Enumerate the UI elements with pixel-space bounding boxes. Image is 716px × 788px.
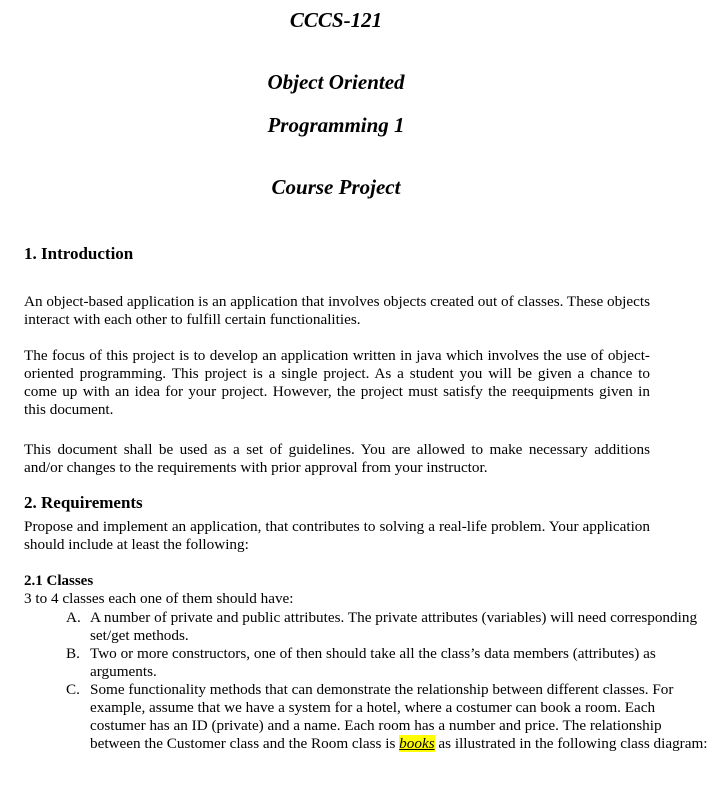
list-marker: B. <box>66 645 80 662</box>
list-item <box>66 681 710 753</box>
list-item <box>66 609 710 645</box>
requirements-heading: 2. Requirements <box>24 493 143 512</box>
list-marker: A. <box>66 609 81 626</box>
list-item-text-before: Some functionality methods that can demonstrate the relationship between different classes. For example, assume that we have a system for a hotel, where a costumer can book a room. Each costumer has an ID (private) and a name. Each room has a number and price. The relationship between the Customer class and the Room class is <box>90 681 674 752</box>
list-marker: C. <box>66 681 80 698</box>
course-name-line1: Object Oriented <box>267 70 405 94</box>
introduction-heading: 1. Introduction <box>24 244 134 263</box>
list-item-text <box>90 681 710 753</box>
list-item <box>66 645 710 681</box>
intro-paragraph-3: This document shall be used as a set of guidelines. You are allowed to make necessary additions and/or changes to the requirements with prior approval from your instructor. <box>24 441 650 476</box>
course-name-line2: Programming 1 <box>267 113 405 137</box>
requirements-paragraph: Propose and implement an application, that contributes to solving a real-life problem. Your application should include at least the following: <box>24 518 650 553</box>
list-item-text: A number of private and public attributes. The private attributes (variables) will need corresponding set/get methods. <box>90 609 698 644</box>
classes-heading: 2.1 Classes <box>24 573 94 589</box>
intro-paragraph-2: The focus of this project is to develop an application written in java which involves the use of object-oriented programming. This project is a single project. As a student you will be given a chance to come up with an idea for your project. However, the project must satisfy the reequipments given in this document. <box>24 347 650 418</box>
intro-paragraph-1: An object-based application is an application that involves objects created out of classes. These objects interact with each other to fulfill certain functionalities. <box>24 293 651 328</box>
list-item-text: Two or more constructors, one of then should take all the class’s data members (attributes) as arguments. <box>90 645 656 680</box>
document-title: Course Project <box>271 175 401 199</box>
classes-intro: 3 to 4 classes each one of them should have: <box>24 590 294 607</box>
course-code: CCCS-121 <box>289 8 383 32</box>
list-item-text-after: as illustrated in the following class diagram: <box>434 735 708 752</box>
highlighted-word: books <box>399 735 435 752</box>
